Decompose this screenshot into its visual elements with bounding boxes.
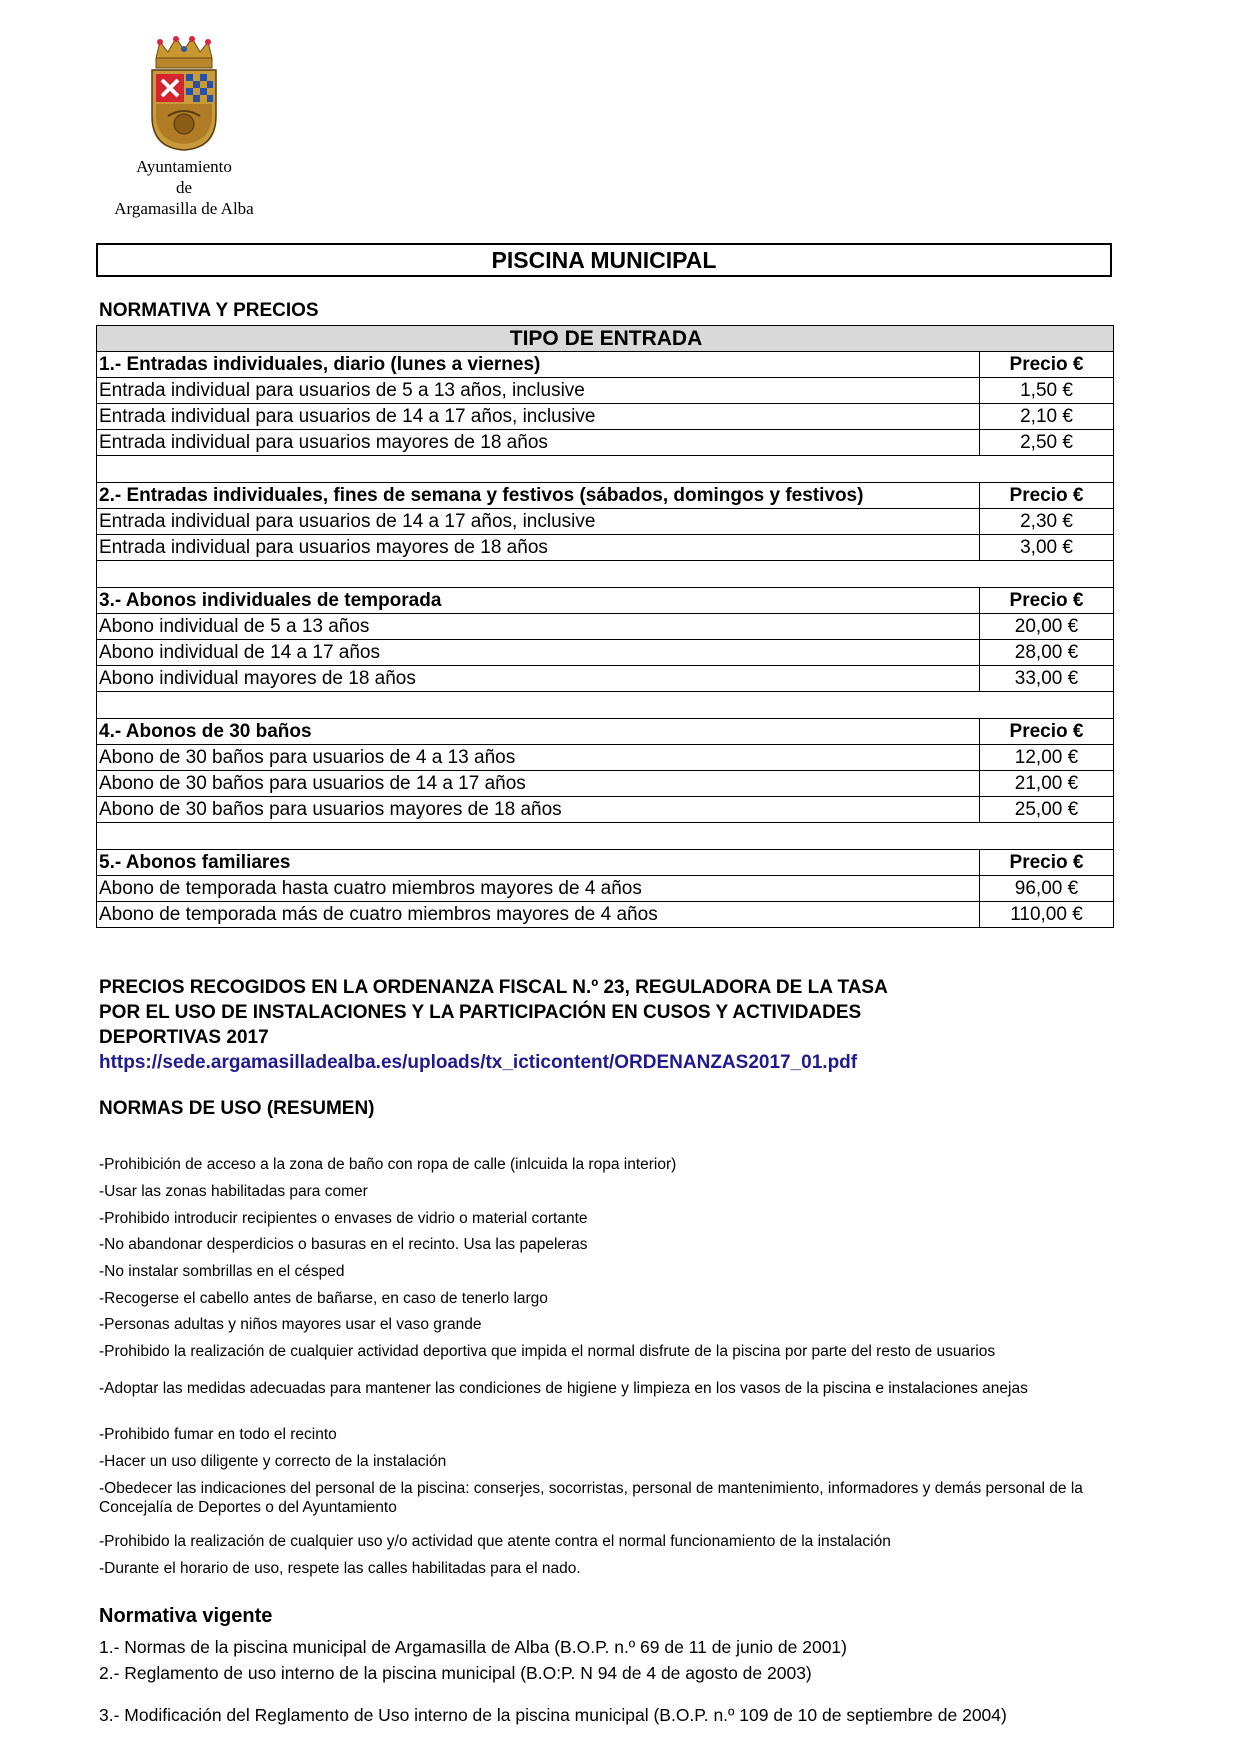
page-title: PISCINA MUNICIPAL: [96, 243, 1112, 277]
table-row-price: 96,00 €: [980, 876, 1114, 902]
rules-title: NORMAS DE USO (RESUMEN): [99, 1098, 375, 1119]
table-row-label: Abono de 30 baños para usuarios mayores de 18 años: [97, 797, 980, 823]
org-line: Ayuntamiento: [136, 157, 232, 176]
spacer-row: [97, 823, 1114, 850]
table-row-price: 20,00 €: [980, 614, 1114, 640]
table-row-label: Entrada individual para usuarios mayores de 18 años: [97, 535, 980, 561]
spacer-row: [97, 456, 1114, 483]
list-item: 2.- Reglamento de uso interno de la piscina municipal (B.O:P. N 94 de 4 de agosto de 2003): [99, 1663, 812, 1683]
section-title: 1.- Entradas individuales, diario (lunes a viernes): [97, 352, 980, 378]
table-row-price: 110,00 €: [980, 902, 1114, 928]
list-item: -Durante el horario de uso, respete las calles habilitadas para el nado.: [99, 1560, 581, 1577]
list-item: -Usar las zonas habilitadas para comer: [99, 1183, 368, 1200]
list-item: -Prohibido introducir recipientes o envases de vidrio o material cortante: [99, 1210, 588, 1227]
table-row-label: Abono de 30 baños para usuarios de 14 a 17 años: [97, 771, 980, 797]
section-title: 2.- Entradas individuales, fines de semana y festivos (sábados, domingos y festivos): [97, 483, 980, 509]
list-item: -Prohibido fumar en todo el recinto: [99, 1426, 337, 1443]
list-item: 1.- Normas de la piscina municipal de Argamasilla de Alba (B.O.P. n.º 69 de 11 de junio de 2001): [99, 1637, 847, 1657]
table-row-label: Abono individual de 5 a 13 años: [97, 614, 980, 640]
list-item: -No instalar sombrillas en el césped: [99, 1263, 345, 1280]
org-line: Argamasilla de Alba: [114, 199, 254, 218]
table-row-price: 1,50 €: [980, 378, 1114, 404]
table-row-label: Abono de temporada más de cuatro miembros mayores de 4 años: [97, 902, 980, 928]
table-row-label: Entrada individual para usuarios mayores de 18 años: [97, 430, 980, 456]
table-row-price: 12,00 €: [980, 745, 1114, 771]
table-row-price: 33,00 €: [980, 666, 1114, 692]
spacer-row: [97, 561, 1114, 588]
table-row-label: Entrada individual para usuarios de 14 a 17 años, inclusive: [97, 404, 980, 430]
table-row-price: 28,00 €: [980, 640, 1114, 666]
spacer-row: [97, 692, 1114, 719]
normativa-title: Normativa vigente: [99, 1605, 273, 1627]
list-item: -Personas adultas y niños mayores usar el vaso grande: [99, 1316, 482, 1333]
list-item: -Prohibido la realización de cualquier uso y/o actividad que atente contra el normal funcionamiento de la instalación: [99, 1533, 891, 1550]
list-item: -Obedecer las indicaciones del personal de la piscina: conserjes, socorristas, personal de mantenimiento, informadores y demás personal de la Concejalía de Deportes o del Ayuntamiento: [99, 1480, 1083, 1516]
section-subtitle: NORMATIVA Y PRECIOS: [99, 300, 319, 321]
list-item: -Hacer un uso diligente y correcto de la instalación: [99, 1453, 447, 1470]
ordinance-link[interactable]: https://sede.argamasilladealba.es/uploads/tx_icticontent/ORDENANZAS2017_01.pdf: [99, 1052, 858, 1073]
table-row-price: 2,30 €: [980, 509, 1114, 535]
price-header: Precio €: [980, 719, 1114, 745]
organization-name: [96, 156, 272, 219]
ordinance-line: POR EL USO DE INSTALACIONES Y LA PARTICIPACIÓN EN CUSOS Y ACTIVIDADES: [99, 1002, 862, 1023]
table-row-label: Abono individual de 14 a 17 años: [97, 640, 980, 666]
price-header: Precio €: [980, 483, 1114, 509]
table-row-label: Entrada individual para usuarios de 5 a 13 años, inclusive: [97, 378, 980, 404]
table-row-label: Entrada individual para usuarios de 14 a 17 años, inclusive: [97, 509, 980, 535]
list-item: -No abandonar desperdicios o basuras en el recinto. Usa las papeleras: [99, 1236, 588, 1253]
list-item: -Adoptar las medidas adecuadas para mantener las condiciones de higiene y limpieza en los vasos de la piscina e instalaciones anejas: [99, 1380, 1028, 1397]
table-row-price: 25,00 €: [980, 797, 1114, 823]
section-title: 5.- Abonos familiares: [97, 850, 980, 876]
ordinance-line: PRECIOS RECOGIDOS EN LA ORDENANZA FISCAL N.º 23, REGULADORA DE LA TASA: [99, 977, 888, 998]
section-title: 3.- Abonos individuales de temporada: [97, 588, 980, 614]
table-row-price: 2,10 €: [980, 404, 1114, 430]
coat-of-arms-icon: [146, 36, 222, 152]
list-item: -Prohibido la realización de cualquier actividad deportiva que impida el normal disfrute de la piscina por parte del resto de usuarios: [99, 1343, 996, 1360]
list-item: -Recogerse el cabello antes de bañarse, en caso de tenerlo largo: [99, 1290, 548, 1307]
table-row-label: Abono de temporada hasta cuatro miembros mayores de 4 años: [97, 876, 980, 902]
table-row-label: Abono individual mayores de 18 años: [97, 666, 980, 692]
table-row-price: 2,50 €: [980, 430, 1114, 456]
price-header: Precio €: [980, 352, 1114, 378]
ordinance-line: DEPORTIVAS 2017: [99, 1027, 269, 1048]
price-header: Precio €: [980, 588, 1114, 614]
table-row-price: 21,00 €: [980, 771, 1114, 797]
list-item: -Prohibición de acceso a la zona de baño con ropa de calle (inlcuida la ropa interior): [99, 1156, 677, 1173]
section-title: 4.- Abonos de 30 baños: [97, 719, 980, 745]
org-line: de: [175, 178, 193, 197]
price-table: [96, 325, 1114, 928]
table-row-label: Abono de 30 baños para usuarios de 4 a 13 años: [97, 745, 980, 771]
table-row-price: 3,00 €: [980, 535, 1114, 561]
list-item: 3.- Modificación del Reglamento de Uso interno de la piscina municipal (B.O.P. n.º 109 de 10 de septiembre de 2004): [99, 1705, 1007, 1725]
table-header: TIPO DE ENTRADA: [97, 326, 1114, 352]
price-header: Precio €: [980, 850, 1114, 876]
ordinance-note: [99, 975, 1099, 1075]
